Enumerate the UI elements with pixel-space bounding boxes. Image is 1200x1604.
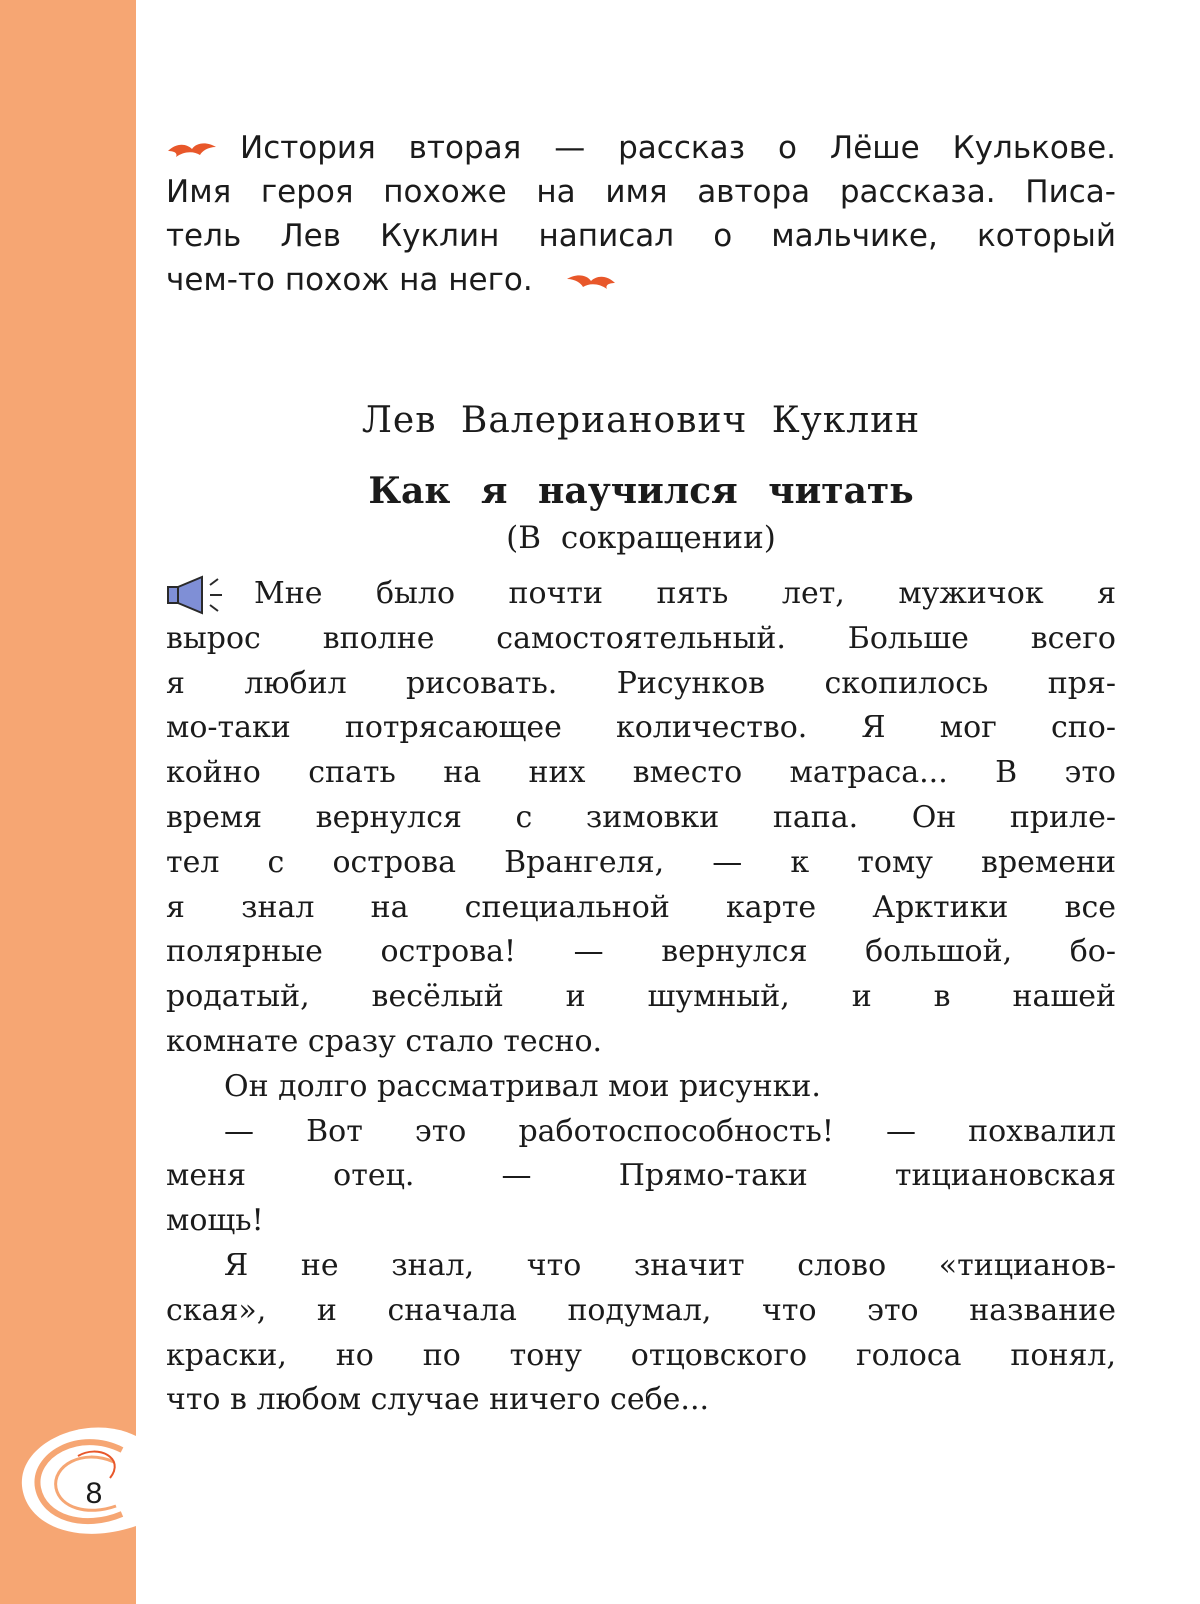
story-line: вырос вполне самостоятельный. Больше всего	[166, 620, 1116, 656]
intro-line: Имя героя похоже на имя автора рассказа. Писа-	[166, 174, 1116, 210]
story-line: время вернулся с зимовки папа. Он приле-	[166, 799, 1116, 835]
story-subtitle: (В сокращении)	[506, 520, 776, 556]
intro-line: тель Лев Куклин написал о мальчике, который	[166, 218, 1116, 254]
intro-line-text: чем-то похож на него.	[166, 262, 533, 298]
flourish-ornament-icon	[565, 271, 617, 293]
story-line: краски, но по тону отцовского голоса понял,	[166, 1337, 1116, 1373]
story-line: меня отец. — Прямо-таки тициановская	[166, 1158, 1116, 1194]
story-line: — Вот это работоспособность! — похвалил	[224, 1113, 1116, 1149]
story-title: Как я научился читать	[368, 470, 914, 512]
intro-paragraph	[166, 126, 1116, 302]
intro-line-text: История вторая — рассказ о Лёше Кулькове.	[240, 130, 1116, 166]
story-line: я любил рисовать. Рисунков скопилось пря-	[166, 665, 1116, 701]
story-line: родатый, весёлый и шумный, и в нашей	[166, 979, 1116, 1015]
story-line: что в любом случае ничего себе...	[166, 1382, 710, 1418]
intro-line	[166, 126, 1116, 170]
intro-line	[166, 258, 1116, 302]
flourish-ornament-icon	[166, 139, 218, 161]
story-text	[166, 572, 1116, 1423]
story-line-text: Мне было почти пять лет, мужичок я	[254, 576, 1116, 611]
story-line: ская», и сначала подумал, что это название	[166, 1292, 1116, 1328]
story-line: я знал на специальной карте Арктики все	[166, 889, 1116, 925]
story-line: койно спать на них вместо матраса... В это	[166, 755, 1116, 791]
speaker-icon[interactable]	[166, 575, 228, 615]
story-line: комнате сразу стало тесно.	[166, 1023, 603, 1059]
story-line: Он долго рассматривал мои рисунки.	[224, 1068, 821, 1104]
story-author: Лев Валерианович Куклин	[361, 400, 921, 441]
story-line	[166, 572, 1116, 617]
story-line: Я не знал, что значит слово «тицианов-	[224, 1247, 1116, 1283]
story-line: тел с острова Врангеля, — к тому времени	[166, 844, 1116, 880]
page-number: 8	[85, 1477, 103, 1510]
story-line: полярные острова! — вернулся большой, бо-	[166, 934, 1116, 970]
story-line: мо-таки потрясающее количество. Я мог спо-	[166, 710, 1116, 746]
page-sidebar	[0, 0, 136, 1604]
story-line: мощь!	[166, 1203, 264, 1239]
